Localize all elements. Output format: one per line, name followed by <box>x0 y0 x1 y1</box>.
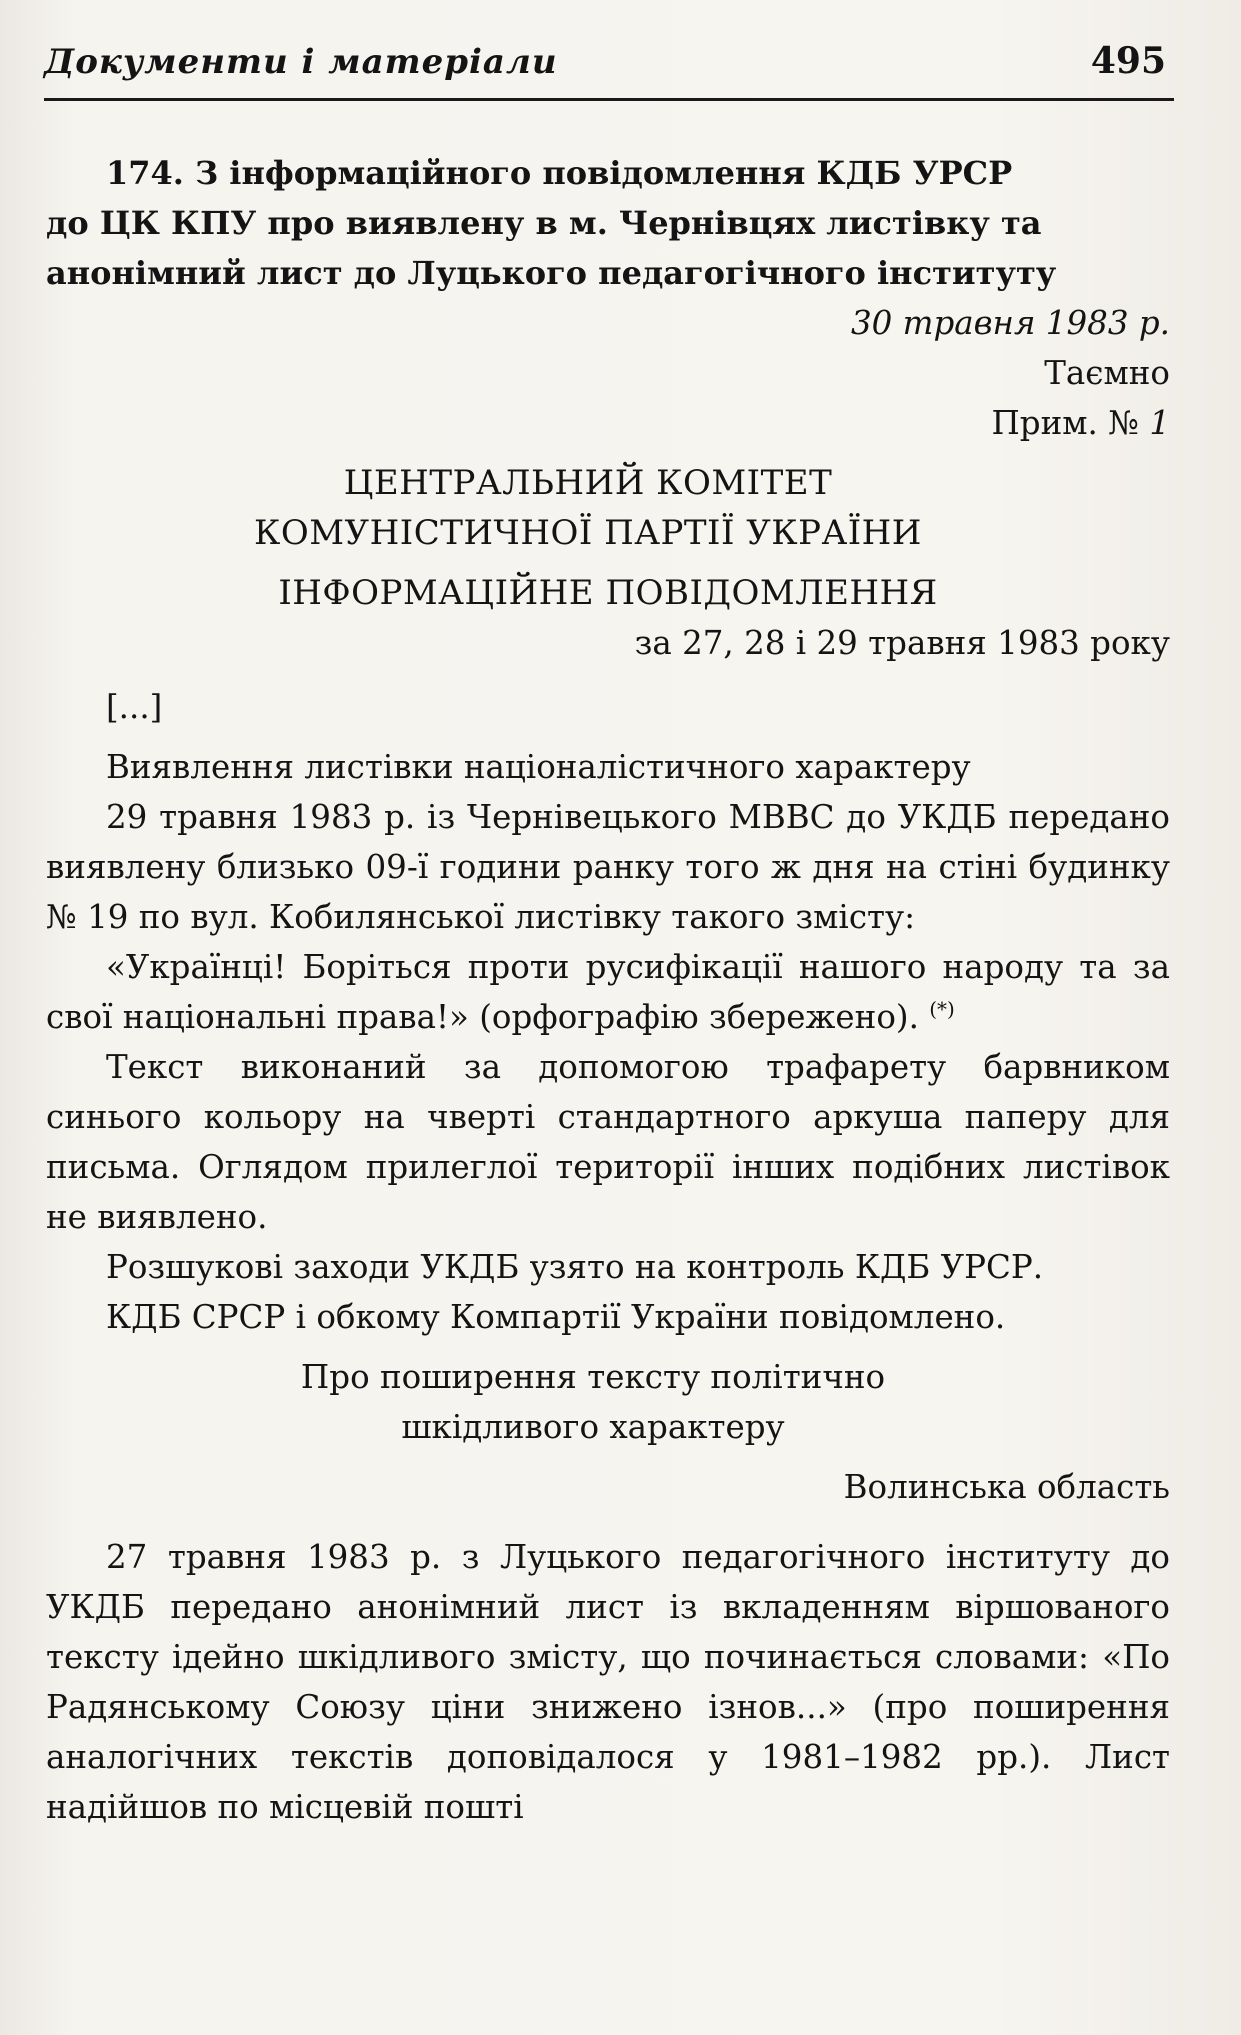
document-type: ІНФОРМАЦІЙНЕ ПОВІДОМЛЕННЯ <box>278 573 938 613</box>
document-title <box>46 148 1170 298</box>
section-2-heading-line-1: Про поширення тексту політично <box>300 1358 886 1396</box>
omission-mark: [...] <box>106 688 163 726</box>
section-1-quote <box>46 942 1170 1042</box>
footnote-mark: (*) <box>929 997 955 1022</box>
copy-number <box>46 398 1170 448</box>
addressee-line-2: КОМУНІСТИЧНОЇ ПАРТІЇ УКРАЇНИ <box>254 513 922 553</box>
section-1-heading: Виявлення листівки націоналістичного характеру <box>106 748 971 786</box>
document-title-line-3: анонімний лист до Луцького педагогічного інституту <box>46 254 1057 292</box>
running-header <box>44 38 1174 101</box>
document-date: 30 травня 1983 р. <box>850 304 1170 342</box>
report-period: за 27, 28 і 29 травня 1983 року <box>634 624 1170 662</box>
copy-number-label: Прим. № <box>991 404 1139 442</box>
document-body <box>46 148 1170 1832</box>
section-1-paragraph-3-line-2: КДБ СРСР і обкому Компартії України повідомлено. <box>106 1298 1006 1336</box>
document-title-line-1: 174. З інформаційного повідомлення КДБ УРСР <box>106 154 1013 192</box>
running-header-section-title: Документи і матеріали <box>44 42 558 82</box>
section-1-paragraph-2: Текст виконаний за допомогою трафарету барвником синього кольору на чверті стандартного аркуша паперу для письма. Оглядом прилеглої території інших подібних листівок не виявлено. <box>46 1048 1170 1236</box>
section-1-paragraph-1: 29 травня 1983 р. із Чернівецького МВВС до УКДБ передано виявлену близько 09-ї години ранку того ж дня на стіні будинку № 19 по вул. Кобилянської листівку такого змісту: <box>46 798 1170 936</box>
addressee-line-1: ЦЕНТРАЛЬНИЙ КОМІТЕТ <box>343 463 833 503</box>
document-title-line-2: до ЦК КПУ про виявлену в м. Чернівцях листівку та <box>46 204 1042 242</box>
section-2-paragraph-1: 27 травня 1983 р. з Луцького педагогічного інституту до УКДБ передано анонімний лист із вкладенням віршованого тексту ідейно шкідливого змісту, що починається словами: «По Радянському Союзу ціни знижено ізнов...» (про поширення аналогічних текстів доповідалося у 1981–1982 рр.). Лист надійшов по місцевій пошті <box>46 1538 1170 1826</box>
page-number: 495 <box>1090 40 1166 82</box>
classification-label: Таємно <box>1044 354 1170 392</box>
section-2-heading-line-2: шкідливого характеру <box>401 1408 785 1446</box>
section-1-quote-text: «Українці! Боріться проти русифікації нашого народу та за свої національні права!» (орфографію збережено). <box>46 948 1170 1036</box>
section-2-region: Волинська область <box>843 1468 1170 1506</box>
copy-number-value: 1 <box>1149 404 1170 442</box>
section-1-paragraph-3-line-1: Розшукові заходи УКДБ узято на контроль КДБ УРСР. <box>106 1248 1044 1286</box>
